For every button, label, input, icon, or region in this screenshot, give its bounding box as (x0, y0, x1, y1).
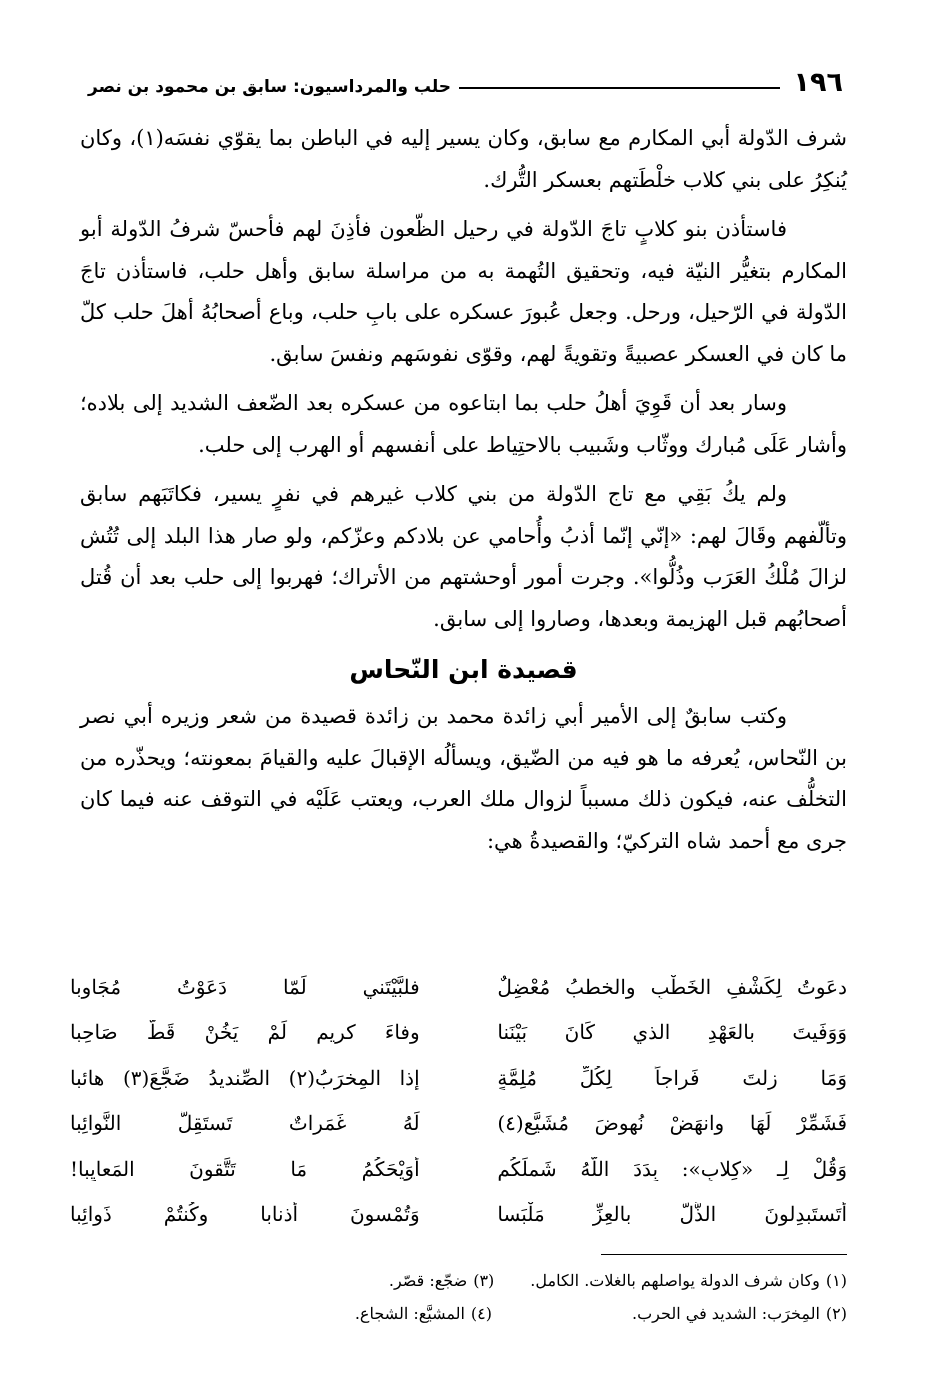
verse-first-hemistich: وَمَا زِلتَ فَراجاً لِكُلِّ مُلِمَّةٍ (497, 1065, 847, 1090)
footnote-gap (492, 1297, 632, 1330)
footnote-gap (494, 1264, 530, 1297)
footnote-rule (601, 1254, 847, 1255)
footnote-line (80, 1264, 847, 1297)
verse-first-hemistich: دعَوتُ لِكَشْفِ الخَطْبِ والخطبُ مُعْضِلٌ (497, 974, 847, 999)
footnote-text: المِخرَب: الشديد في الحرب. (632, 1304, 820, 1323)
section-title: قصيدة ابن النّحاس (349, 655, 578, 684)
running-title: حلب والمرداسيون: سابق بن محمود بن نصر (88, 77, 452, 97)
page-number: ١٩٦ (793, 67, 843, 98)
footnote-number: (٤) (470, 1304, 493, 1323)
paragraph: شرف الدّولة أبي المكارم مع سابق، وكان يسير إليه في الباطن بما يقوّي نفسَه(١)، وكان يُنكِرُ على بني كلاب خلْطَتهم بعسكر التُّرك. (80, 126, 848, 192)
footnote-text: وكان شرف الدولة يواصلهم بالغلات. الكامل. (530, 1271, 820, 1290)
verse-first-hemistich: وَقُلْ لِـ «كِلابٍ»: بِدَدَ اللّهُ شَملَكُم (497, 1156, 847, 1181)
page-header (88, 62, 843, 96)
paragraph: فاستأذن بنو كلابٍ تاجَ الدّولة في رحيل الظّعون فأذِنَ لهم فأحسّ شرفُ الدّولة أبو المكارم بتغيُّر النيّة فيه، وتحقيق التُهمة به من مراسلة سابق وأهل حلب، فاستأذن تاجَ الدّولة في الرّحيل، ورحل. وجعل عُبورَ عسكره على بابِ حلب، وباع أصحابُهُ أهلَ حلب كلّ ما كان في العسكر عصبيةً وتقويةً لهم، وقوّى نفوسَهم ونفسَ سابق. (80, 217, 847, 366)
main-text (80, 118, 847, 870)
verse-first-hemistich: وَوَفَيتَ بالعَهْدِ الذي كَانَ بَيْنَنا (497, 1020, 847, 1045)
header-rule (459, 87, 779, 89)
poem-verse (70, 1010, 847, 1056)
paragraph: ولم يكُ بَقِي مع تاج الدّولة من بني كلاب غيرهم في نفرٍ يسير، فكاتَبَهم سابق وتألّفهم وقَالَ لهم: «إنّي إنّما أذبُ وأُحامي عن بلادكم وعزّكم، ولو صار هذا البلد إلى تُتُش لزالَ مُلْكُ العَرَب وذُلُّوا». وجرت أمور أوحشتهم من الأتراك؛ فهربوا إلى حلب بعد أن قُتل أصحابُهم قبل الهزيمة وبعدها، وصاروا إلى سابق. (80, 482, 847, 631)
footnote-number: (٣) (473, 1271, 495, 1290)
verse-second-hemistich: إذا المِخرَبُ(٢) الصِّنديدُ ضَجَّعَ(٣) هائبا (70, 1065, 420, 1090)
poem-verse (70, 1055, 847, 1101)
footnote-number: (١) (825, 1271, 847, 1290)
verse-first-hemistich: فَشَمِّرْ لَهَا وانهَضْ نُهوضَ مُشَيَّعٍ(٤) (497, 1111, 847, 1136)
poem-verse (70, 1192, 847, 1238)
paragraph: وسار بعد أن قَوِيَ أهلُ حلب بما ابتاعوه من عسكره بعد الضّعف الشديد إلى بلاده؛ وأشار عَلَى مُبارك ووثّاب وشَبيب بالاحتِياط على أنفسهم أو الهرب إلى حلب. (80, 391, 847, 457)
verse-second-hemistich: وَتُمْسونَ أذنابا وكُنتُمْ ذَوائِبا (70, 1202, 420, 1227)
footnote-line (80, 1297, 847, 1330)
footnote-number: (٢) (825, 1304, 847, 1323)
footnote-text: ضجّع: قصّر. (388, 1271, 468, 1290)
poem-verse (70, 964, 847, 1010)
verse-second-hemistich: لَهُ غَمَراتٌ تَستَقِلُّ النَّوائِبا (70, 1111, 420, 1136)
poem-verse (70, 1146, 847, 1192)
verse-second-hemistich: فلبَّيْتَني لَمّا دَعَوْتُ مُجَاوِبا (70, 974, 420, 999)
footnotes (80, 1264, 847, 1330)
footnote-text: المشيَّع: الشجاع. (354, 1304, 465, 1323)
poem-verse (70, 1101, 847, 1147)
section-intro: وكتب سابقٌ إلى الأمير أبي زائدة محمد بن زائدة قصيدة من شعر وزيره أبي نصر بن النّحاس، يُعرفه ما هو فيه من الضّيق، ويسألُه الإقبالَ عليه والقيامَ بمعونته؛ ويحذّره من التخلُّف عنه، فيكون ذلك مسبباً لزوال ملك العرب، ويعتب عَلَيْه في التوقف عنه فيما كان جرى مع أحمد شاه التركيّ؛ والقصيدةُ هي: (80, 704, 847, 853)
verse-first-hemistich: أتَستَبدِلونَ الذُّلَّ بالعِزِّ مَلْبَسا (497, 1202, 847, 1227)
verse-second-hemistich: أوَيْحَكُمُ مَا تَتَّقونَ المَعايِبا! (70, 1156, 420, 1181)
verse-second-hemistich: وفاءَ كريمٍ لَمْ يَخُنْ قَطُّ صَاحِبا (70, 1020, 420, 1045)
poem (70, 964, 847, 1237)
